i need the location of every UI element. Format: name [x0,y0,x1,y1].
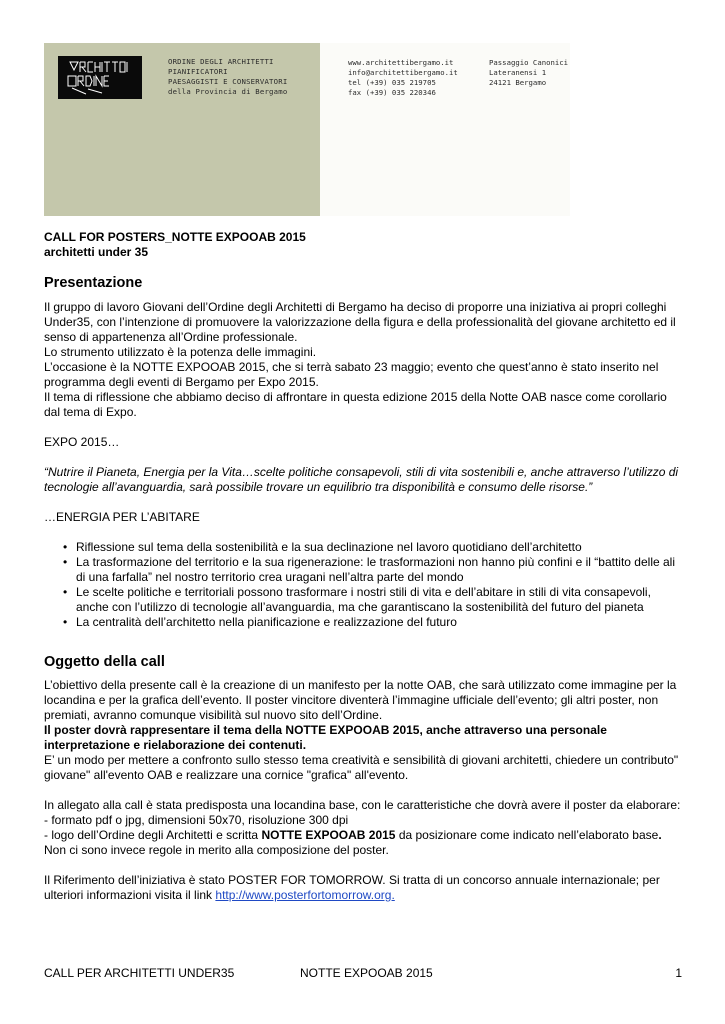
list-item [63,540,684,555]
paragraph: In allegato alla call è stata predisposta una locandina base, con le caratteristiche che dovrà avere il poster da elaborare: [44,798,681,812]
bullet-glyph: • [63,615,68,629]
contact-block [348,58,458,98]
website-text: www.architettibergamo.it [348,58,454,67]
org-line: della Provincia di Bergamo [168,87,288,96]
list-item-text: La centralità dell’architetto nella pianificazione e realizzazione del futuro [76,615,457,629]
phone-text: tel (+39) 035 219705 [348,78,436,87]
letterhead-band [44,43,320,216]
bullet-glyph: • [63,585,68,599]
footer-left-text: CALL PER ARCHITETTI UNDER35 [44,966,235,980]
paragraph: L’obiettivo della presente call è la creazione di un manifesto per la notte OAB, che sarà utilizzato come immagine per la locandina e per la grafica dell’evento. Il poster vincitore diventerà l’immagine ufficiale dell’evento; gli altri poster, non premiati, avranno comunque visibilità sul nuovo sito dell’Ordine. [44,678,677,722]
list-item [63,555,684,585]
text-run: da posizionare come indicato nell’elaborato base [395,828,659,842]
address-block [489,58,568,88]
expo-quote: “Nutrire il Pianeta, Energia per la Vita…scelte politiche consapevoli, stili di vita sostenibili e, anche attraverso l’utilizzo di tecnologie all’avanguardia, sarà possibile trovare un equilibrio tra disponibilità e consumo delle risorse.” [44,465,679,494]
org-line: PIANIFICATORI [168,67,228,76]
bullet-list [44,540,684,630]
heading-oggetto: Oggetto della call [44,654,165,670]
org-line: ORDINE DEGLI ARCHITETTI [168,57,274,66]
text-run: - logo dell’Ordine degli Architetti e scritta [44,828,262,842]
paragraph [44,828,684,843]
paragraph: …ENERGIA PER L’ABITARE [44,510,200,524]
page-footer [44,966,682,982]
document-title: CALL FOR POSTERS_NOTTE EXPOOAB 2015 [44,230,306,244]
fax-text: fax (+39) 035 220346 [348,88,436,97]
list-item [63,615,684,630]
paragraph: Il tema di riflessione che abbiamo deciso di affrontare in questa edizione 2015 della Notte OAB nasce come corollario dal tema di Expo. [44,390,667,419]
bullet-glyph: • [63,540,68,554]
paragraph: Non ci sono invece regole in merito alla composizione del poster. [44,843,389,857]
poster-for-tomorrow-link[interactable]: http://www.posterfortomorrow.org. [215,888,395,902]
order-logo [58,56,142,99]
page-number: 1 [675,966,682,980]
paragraph: Lo strumento utilizzato è la potenza delle immagini. [44,345,317,359]
list-item-text: La trasformazione del territorio e la sua rigenerazione: le trasformazioni non hanno più confini e il “battito delle ali di una farfalla” nel nostro territorio crea uragani nell’altra parte del mondo [76,555,675,584]
bullet-glyph: • [63,555,68,569]
letterhead-contacts [320,43,570,216]
heading-presentazione: Presentazione [44,275,143,291]
text-run-bold: NOTTE EXPOOAB 2015 [261,828,396,842]
org-line: PAESAGGISTI E CONSERVATORI [168,77,288,86]
address-line: Passaggio Canonici [489,58,569,67]
paragraph [44,873,684,903]
text-run-bold: . [658,828,662,842]
paragraph: Il gruppo di lavoro Giovani dell’Ordine degli Architetti di Bergamo ha deciso di proporre una iniziativa ai propri colleghi Under35, con l’intenzione di promuovere la valorizzazione della figura e della professionalità del giovane architetto ed il senso di appartenenza all’Ordine professionale. [44,300,676,344]
org-name-block [168,57,287,97]
document-subtitle: architetti under 35 [44,245,149,259]
text-run: Il Riferimento dell’iniziativa è stato POSTER FOR TOMORROW. Si tratta di un concorso annuale internazionale; per ulteriori informazioni visita il link [44,873,660,902]
address-line: Lateranensi 1 [489,68,547,77]
list-item-text: Le scelte politiche e territoriali possono trasformare i nostri stili di vita e dell’abitare in stili di vita consapevoli, anche con l’utilizzo di tecnologie all’avanguardia, ma che garantiscano la sostenibilità del futuro del pianeta [76,585,651,614]
paragraph: - formato pdf o jpg, dimensioni 50x70, risoluzione 300 dpi [44,813,349,827]
footer-center-text: NOTTE EXPOOAB 2015 [300,966,433,980]
address-line: 24121 Bergamo [489,78,547,87]
paragraph: E’ un modo per mettere a confronto sullo stesso tema creatività e sensibilità di giovani architetti, chiedere un contributo" giovane" all'evento OAB e realizzare una cornice "grafica" all'evento. [44,753,679,782]
document-body [44,230,684,903]
list-item-text: Riflessione sul tema della sostenibilità e la sua declinazione nel lavoro quotidiano dell’architetto [76,540,582,554]
paragraph-bold: Il poster dovrà rappresentare il tema della NOTTE EXPOOAB 2015, anche attraverso una personale interpretazione e rielaborazione dei contenuti. [44,723,607,752]
paragraph: EXPO 2015… [44,435,120,449]
email-text: info@architettibergamo.it [348,68,458,77]
paragraph: L’occasione è la NOTTE EXPOOAB 2015, che si terrà sabato 23 maggio; evento che quest’anno è stato inserito nel programma degli eventi di Bergamo per Expo 2015. [44,360,659,389]
list-item [63,585,684,615]
